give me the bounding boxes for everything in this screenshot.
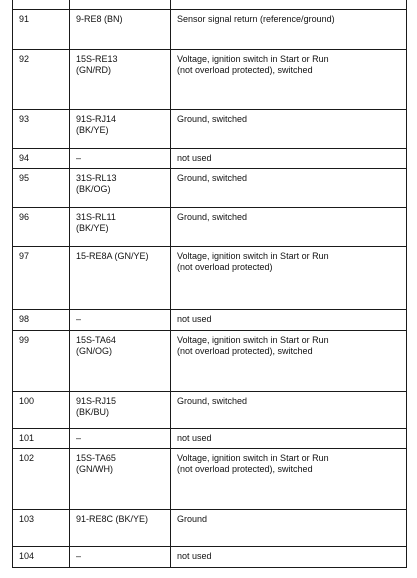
pin-cell: 104 [13,547,70,568]
description-cell [171,0,407,10]
table-row [13,547,407,568]
table-row [13,50,407,110]
pin-cell: 103 [13,510,70,547]
circuit-cell: 91-RE8C (BK/YE) [70,510,171,547]
pin-cell: 94 [13,149,70,169]
pin-cell: 95 [13,169,70,208]
table-row [13,392,407,429]
table-row [13,429,407,449]
table-row [13,247,407,310]
circuit-cell: 31S-RL13 (BK/OG) [70,169,171,208]
pin-assignment-table [12,0,407,568]
circuit-cell: 91S-RJ15 (BK/BU) [70,392,171,429]
table-row [13,149,407,169]
table-row [13,510,407,547]
description-cell: Sensor signal return (reference/ground) [171,10,407,50]
table-row [13,10,407,50]
table-row [13,331,407,392]
table-row [13,0,407,10]
pin-cell: 97 [13,247,70,310]
pin-cell: 101 [13,429,70,449]
circuit-cell: 15S-RE13 (GN/RD) [70,50,171,110]
description-cell: Ground, switched [171,208,407,247]
pin-cell: 93 [13,110,70,149]
description-cell: Voltage, ignition switch in Start or Run (not overload protected), switched [171,449,407,510]
pin-cell: 100 [13,392,70,429]
description-cell: Voltage, ignition switch in Start or Run (not overload protected), switched [171,50,407,110]
pin-cell: 102 [13,449,70,510]
circuit-cell: 15-RE8A (GN/YE) [70,247,171,310]
circuit-cell: 15S-TA64 (GN/OG) [70,331,171,392]
pin-cell: 92 [13,50,70,110]
circuit-cell: 15S-TA65 (GN/WH) [70,449,171,510]
pin-cell: 91 [13,10,70,50]
circuit-cell [70,0,171,10]
pin-cell [13,0,70,10]
description-cell: Ground, switched [171,169,407,208]
circuit-cell: 9-RE8 (BN) [70,10,171,50]
description-cell: Voltage, ignition switch in Start or Run (not overload protected) [171,247,407,310]
table-row [13,310,407,331]
pin-cell: 98 [13,310,70,331]
description-cell: not used [171,547,407,568]
description-cell: not used [171,310,407,331]
pin-cell: 99 [13,331,70,392]
description-cell: not used [171,149,407,169]
circuit-cell: – [70,547,171,568]
circuit-cell: – [70,429,171,449]
circuit-cell: – [70,149,171,169]
pin-cell: 96 [13,208,70,247]
description-cell: Voltage, ignition switch in Start or Run (not overload protected), switched [171,331,407,392]
description-cell: not used [171,429,407,449]
circuit-cell: – [70,310,171,331]
circuit-cell: 31S-RL11 (BK/YE) [70,208,171,247]
table-row [13,208,407,247]
circuit-cell: 91S-RJ14 (BK/YE) [70,110,171,149]
description-cell: Ground [171,510,407,547]
description-cell: Ground, switched [171,110,407,149]
description-cell: Ground, switched [171,392,407,429]
table-row [13,169,407,208]
table-row [13,110,407,149]
table-row [13,449,407,510]
